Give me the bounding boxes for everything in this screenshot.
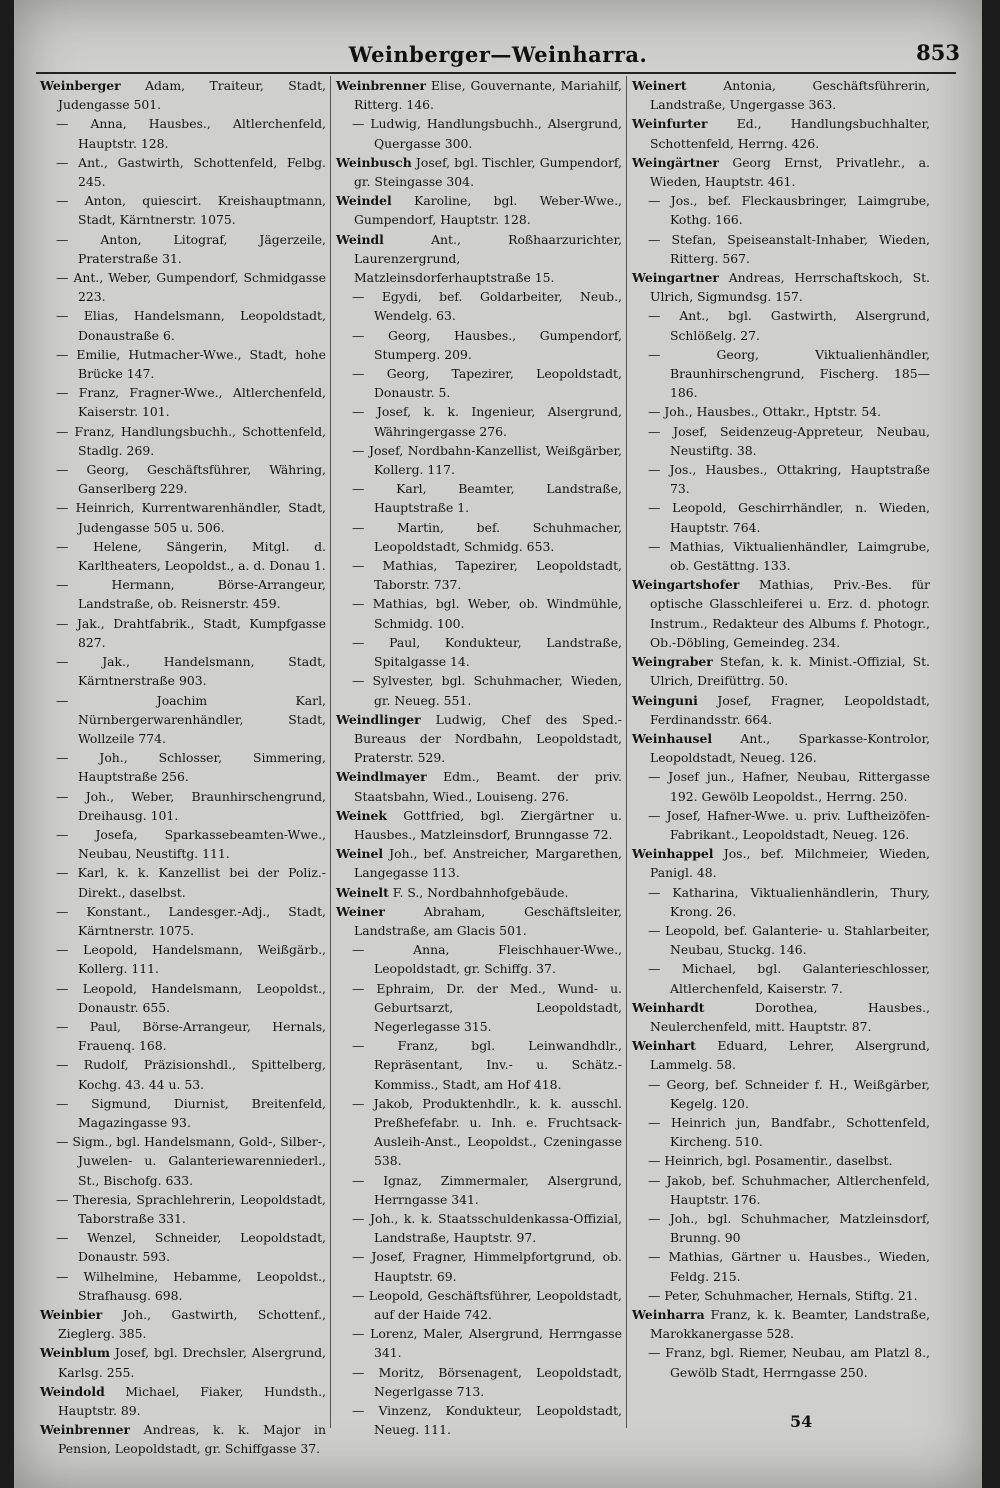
directory-sub-entry — [40, 345, 326, 383]
entry-text: Joachim Karl, Nürnbergerwarenhändler, Stadt, Wollzeile 774. — [78, 692, 326, 746]
entry-text: Anton, quiescirt. Kreishauptmann, Stadt, Kärntnerstr. 1075. — [78, 193, 326, 228]
directory-sub-entry — [632, 460, 930, 498]
directory-sub-entry — [40, 614, 326, 652]
directory-entry — [632, 268, 930, 306]
surname: Weinhart — [632, 1038, 696, 1054]
entry-text: Josef, bgl. Tischler, Gumpendorf, gr. Steingasse 304. — [354, 154, 622, 190]
entry-text: Hermann, Börse-Arrangeur, Landstraße, ob. Reisnerstr. 459. — [78, 577, 326, 612]
directory-sub-entry — [632, 1075, 930, 1113]
entry-text: Josef, bgl. Drechsler, Alsergrund, Karlsg. 255. — [58, 1345, 326, 1380]
entry-text: Sylvester, bgl. Schuhmacher, Wieden, gr. Neueg. 551. — [372, 673, 622, 708]
directory-sub-entry — [40, 748, 326, 786]
entry-text: Dorothea, Hausbes., Neulerchenfeld, mitt. Hauptstr. 87. — [650, 999, 930, 1034]
entry-text: Michael, Fiaker, Hundsth., Hauptstr. 89. — [58, 1383, 326, 1419]
entry-text: Ludwig, Handlungsbuchh., Alsergrund, Quergasse 300. — [370, 116, 622, 151]
entry-text: Georg, Hausbes., Gumpendorf, Stumperg. 209. — [374, 327, 622, 362]
entry-text: Josef, Seidenzeug-Appreteur, Neubau, Neustiftg. 38. — [670, 423, 930, 458]
directory-sub-entry — [40, 306, 326, 344]
entry-text: Gottfried, bgl. Ziergärtner u. Hausbes., Matzleinsdorf, Brunngasse 72. — [354, 807, 622, 842]
surname: Weinhausel — [632, 730, 713, 746]
entry-text: Mathias, bgl. Weber, ob. Windmühle, Schmidg. 100. — [372, 596, 622, 631]
directory-entry — [632, 1036, 930, 1074]
directory-sub-entry — [336, 518, 622, 556]
entry-text: Joh., bef. Anstreicher, Margarethen, Langegasse 113. — [354, 846, 622, 881]
surname: Weinert — [632, 78, 687, 93]
entry-text: Leopold, Geschirrhändler, n. Wieden, Hauptstr. 764. — [670, 500, 930, 535]
directory-sub-entry — [336, 1363, 622, 1401]
entry-text: Georg, Viktualienhändler, Braunhirschengrund, Fischerg. 185—186. — [670, 346, 930, 401]
directory-sub-entry — [40, 1055, 326, 1093]
directory-sub-entry — [336, 287, 622, 325]
surname: Weingartner — [632, 270, 719, 286]
surname: Weindel — [336, 193, 392, 209]
entry-text: Jakob, bef. Schuhmacher, Altlerchenfeld, Hauptstr. 176. — [666, 1172, 930, 1207]
directory-entry — [632, 575, 930, 652]
entry-text: Adam, Traiteur, Stadt, Judengasse 501. — [58, 78, 326, 113]
entry-text: Heinrich, Kurrentwarenhändler, Stadt, Judengasse 505 u. 506. — [75, 500, 326, 535]
entry-text: Sigm., bgl. Handelsmann, Gold-, Silber-, Juwelen- u. Galanteriewarenniederl., St., Bischofg. 633. — [72, 1134, 326, 1188]
directory-entry — [40, 1382, 326, 1420]
entry-text: Joh., Weber, Braunhirschengrund, Dreihausg. 101. — [78, 788, 326, 823]
entry-text: Ant., Weber, Gumpendorf, Schmidgasse 223. — [73, 270, 326, 305]
column-2 — [336, 76, 622, 1448]
directory-entry — [336, 883, 622, 902]
directory-entry — [632, 1305, 930, 1343]
running-header — [14, 40, 982, 74]
surname: Weinhappel — [632, 846, 714, 862]
directory-sub-entry — [40, 1190, 326, 1228]
entry-text: Paul, Börse-Arrangeur, Hernals, Frauenq. 168. — [78, 1018, 326, 1054]
directory-sub-entry — [632, 345, 930, 403]
directory-sub-entry — [336, 633, 622, 671]
entry-text: Andreas, k. k. Major in Pension, Leopoldstadt, gr. Schiffgasse 37. — [58, 1422, 326, 1457]
entry-text: Mathias, Priv.-Bes. für optische Glasschleiferei u. Erz. d. photogr. Instrum., Redakteur des Albums f. Photogr., Ob.-Döbling, Gemeindeg. 234. — [650, 577, 930, 650]
surname: Weinblum — [40, 1345, 110, 1361]
entry-text: F. S., Nordbahnhofgebäude. — [392, 884, 569, 900]
surname: Weinharra — [632, 1307, 705, 1322]
directory-entry — [40, 1305, 326, 1343]
directory-sub-entry — [40, 460, 326, 498]
directory-sub-entry — [632, 1171, 930, 1209]
directory-page — [14, 0, 982, 1488]
directory-entry — [336, 767, 622, 805]
entry-text: Mathias, Gärtner u. Hausbes., Wieden, Feldg. 215. — [668, 1249, 930, 1284]
directory-sub-entry — [336, 940, 622, 978]
entry-text: Emilie, Hutmacher-Wwe., Stadt, hohe Brücke 147. — [76, 346, 326, 382]
entry-text: Jos., Hausbes., Ottakring, Hauptstraße 73. — [669, 462, 930, 497]
entry-text: Ant., Sparkasse-Kontrolor, Leopoldstadt, Neueg. 126. — [650, 730, 930, 766]
entry-text: Josef, k. k. Ingenieur, Alsergrund, Währingergasse 276. — [374, 404, 622, 439]
entry-text: Moritz, Börsenagent, Leopoldstadt, Negerlgasse 713. — [374, 1364, 622, 1399]
directory-sub-entry — [632, 1151, 930, 1170]
entry-text: Mathias, Tapezirer, Leopoldstadt, Taborstr. 737. — [374, 558, 622, 593]
header-rule — [36, 72, 956, 74]
entry-text: Stefan, Speiseanstalt-Inhaber, Wieden, Ritterg. 567. — [670, 231, 930, 266]
directory-sub-entry — [336, 402, 622, 440]
surname: Weiner — [336, 903, 385, 919]
directory-sub-entry — [336, 1286, 622, 1324]
directory-sub-entry — [336, 1171, 622, 1209]
entry-text: Georg, bef. Schneider f. H., Weißgärber, Kegelg. 120. — [666, 1076, 930, 1111]
directory-sub-entry — [336, 114, 622, 152]
entry-text: Josefa, Sparkassebeamten-Wwe., Neubau, Neustiftg. 111. — [78, 826, 326, 862]
entry-text: Wilhelmine, Hebamme, Leopoldst., Strafhausg. 698. — [78, 1268, 326, 1303]
entry-text: Lorenz, Maler, Alsergrund, Herrngasse 341. — [370, 1326, 622, 1361]
entry-text: Ant., Gastwirth, Schottenfeld, Felbg. 245. — [78, 154, 326, 190]
entry-text: Joh., Schlosser, Simmering, Hauptstraße 256. — [78, 750, 326, 785]
entry-text: Jakob, Produktenhdlr., k. k. ausschl. Preßhefefabr. u. Inh. e. Fruchtsack-Ausleih-Anst., Leopoldst., Czeningasse 538. — [373, 1095, 622, 1169]
directory-sub-entry — [40, 1132, 326, 1190]
directory-sub-entry — [40, 979, 326, 1017]
entry-text: Franz, Handlungsbuchh., Schottenfeld, Stadlg. 269. — [74, 423, 326, 458]
directory-sub-entry — [40, 691, 326, 749]
entry-text: Joh., k. k. Staatsschuldenkassa-Offizial, Landstraße, Hauptstr. 97. — [370, 1210, 622, 1246]
entry-text: Joh., bgl. Schuhmacher, Matzleinsdorf, Brunng. 90 — [669, 1210, 930, 1246]
directory-sub-entry — [336, 1247, 622, 1285]
entry-text: Edm., Beamt. der priv. Staatsbahn, Wied., Louiseng. 276. — [354, 769, 622, 804]
directory-sub-entry — [632, 806, 930, 844]
entry-text: Anton, Litograf, Jägerzeile, Praterstraße 31. — [78, 231, 326, 266]
surname: Weingärtner — [632, 154, 719, 170]
entry-text: Jos., bef. Milchmeier, Wieden, Panigl. 48. — [650, 846, 930, 881]
entry-text: Leopold, bef. Galanterie- u. Stahlarbeiter, Neubau, Stuckg. 146. — [665, 922, 930, 958]
directory-entry — [40, 76, 326, 114]
directory-sub-entry — [632, 1343, 930, 1381]
entry-text: Josef, Fragner, Leopoldstadt, Ferdinandsstr. 664. — [650, 692, 930, 727]
column-3 — [632, 76, 930, 1448]
directory-sub-entry — [40, 537, 326, 575]
entry-text: Martin, bef. Schuhmacher, Leopoldstadt, Schmidg. 653. — [374, 519, 622, 554]
surname: Weinbrenner — [336, 78, 427, 93]
surname: Weinbusch — [336, 154, 412, 170]
entry-text: Andreas, Herrschaftskoch, St. Ulrich, Sigmundsg. 157. — [650, 270, 930, 305]
directory-sub-entry — [632, 230, 930, 268]
directory-entry — [336, 844, 622, 882]
directory-sub-entry — [40, 153, 326, 191]
entry-text: Heinrich, bgl. Posamentir., daselbst. — [664, 1153, 893, 1169]
directory-sub-entry — [632, 883, 930, 921]
header-title: Weinberger—Weinharra. — [348, 42, 648, 67]
directory-entry — [336, 902, 622, 940]
directory-sub-entry — [632, 306, 930, 344]
entry-text: Franz, k. k. Beamter, Landstraße, Marokkanergasse 528. — [650, 1307, 930, 1342]
directory-sub-entry — [336, 1209, 622, 1247]
directory-entry — [632, 652, 930, 690]
directory-sub-entry — [632, 959, 930, 997]
entry-text: Ed., Handlungsbuchhalter, Schottenfeld, Herrng. 426. — [650, 116, 930, 151]
directory-sub-entry — [632, 402, 930, 421]
entry-text: Konstant., Landesger.-Adj., Stadt, Kärntnerstr. 1075. — [78, 903, 326, 938]
directory-sub-entry — [336, 594, 622, 632]
entry-text: Anna, Hausbes., Altlerchenfeld, Hauptstr. 128. — [78, 116, 326, 151]
surname: Weinfurter — [632, 116, 708, 132]
entry-text: Josef, Nordbahn-Kanzellist, Weißgärber, Kollerg. 117. — [369, 442, 622, 478]
entry-text: Abraham, Geschäftsleiter, Landstraße, am Glacis 501. — [354, 903, 622, 938]
entry-text: Rudolf, Präzisionshdl., Spittelberg, Kochg. 43. 44 u. 53. — [78, 1057, 326, 1092]
directory-sub-entry — [632, 921, 930, 959]
directory-entry — [632, 844, 930, 882]
surname: Weinek — [336, 807, 387, 823]
entry-text: Jak., Handelsmann, Stadt, Kärntnerstraße 903. — [78, 654, 326, 689]
entry-text: Sigmund, Diurnist, Breitenfeld, Magazingasse 93. — [78, 1095, 326, 1130]
surname: Weinbier — [40, 1307, 103, 1322]
directory-entry — [336, 191, 622, 229]
entry-text: Theresia, Sprachlehrerin, Leopoldstadt, Taborstraße 331. — [73, 1191, 326, 1226]
directory-sub-entry — [336, 479, 622, 517]
entry-text: Georg, Geschäftsführer, Währing, Ganserlberg 229. — [78, 462, 326, 497]
directory-sub-entry — [40, 1017, 326, 1055]
directory-sub-entry — [40, 863, 326, 901]
directory-sub-entry — [632, 1209, 930, 1247]
column-divider — [330, 76, 331, 1428]
entry-text: Elise, Gouvernante, Mariahilf, Ritterg. 146. — [354, 78, 622, 113]
entry-text: Mathias, Viktualienhändler, Laimgrube, ob. Gestättng. 133. — [669, 538, 930, 574]
directory-sub-entry — [336, 671, 622, 709]
directory-sub-entry — [40, 191, 326, 229]
entry-text: Paul, Kondukteur, Landstraße, Spitalgasse 14. — [374, 634, 622, 670]
directory-entry — [40, 1420, 326, 1458]
directory-sub-entry — [40, 230, 326, 268]
directory-entry — [40, 1343, 326, 1381]
entry-text: Antonia, Geschäftsführerin, Landstraße, Ungergasse 363. — [650, 78, 930, 113]
entry-text: Leopold, Handelsmann, Weißgärb., Kollerg. 111. — [78, 942, 326, 977]
entry-text: Josef, Fragner, Himmelpfortgrund, ob. Hauptstr. 69. — [371, 1249, 622, 1284]
directory-sub-entry — [632, 1113, 930, 1151]
directory-entry — [336, 710, 622, 768]
surname: Weinguni — [632, 692, 698, 708]
surname: Weinbrenner — [40, 1422, 131, 1438]
surname: Weinelt — [336, 884, 389, 900]
entry-text: Joh., Gastwirth, Schottenf., Zieglerg. 385. — [58, 1307, 326, 1342]
entry-text: Georg Ernst, Privatlehr., a. Wieden, Hauptstr. 461. — [650, 154, 930, 190]
directory-sub-entry — [40, 825, 326, 863]
directory-entry — [632, 153, 930, 191]
entry-text: Ant., Roßhaarzurichter, Laurenzergrund, Matzleinsdorferhauptstraße 15. — [354, 231, 622, 286]
directory-entry — [632, 114, 930, 152]
entry-text: Helene, Sängerin, Mitgl. d. Karltheaters, Leopoldst., a. d. Donau 1. — [78, 538, 326, 574]
entry-text: Michael, bgl. Galanterieschlosser, Altlerchenfeld, Kaiserstr. 7. — [670, 961, 930, 996]
directory-sub-entry — [40, 114, 326, 152]
entry-text: Ephraim, Dr. der Med., Wund- u. Geburtsarzt, Leopoldstadt, Negerlegasse 315. — [374, 980, 622, 1034]
directory-entry — [632, 691, 930, 729]
surname: Weinel — [336, 846, 384, 862]
entry-text: Leopold, Handelsmann, Leopoldst., Donaustr. 655. — [78, 980, 326, 1015]
directory-entry — [632, 729, 930, 767]
directory-sub-entry — [40, 652, 326, 690]
directory-sub-entry — [40, 383, 326, 421]
directory-entry — [336, 76, 622, 114]
entry-text: Franz, Fragner-Wwe., Altlerchenfeld, Kaiserstr. 101. — [78, 385, 326, 420]
directory-sub-entry — [336, 979, 622, 1037]
surname: Weindold — [40, 1383, 105, 1399]
entry-text: Franz, bgl. Riemer, Neubau, am Platzl 8., Gewölb Stadt, Herrngasse 250. — [665, 1345, 930, 1380]
entry-text: Wenzel, Schneider, Leopoldstadt, Donaustr. 593. — [78, 1230, 326, 1265]
entry-text: Karl, k. k. Kanzellist bei der Poliz.-Direkt., daselbst. — [77, 865, 326, 900]
directory-sub-entry — [40, 940, 326, 978]
directory-sub-entry — [336, 441, 622, 479]
surname: Weinberger — [40, 78, 121, 93]
directory-sub-entry — [40, 1267, 326, 1305]
directory-entry — [336, 806, 622, 844]
directory-sub-entry — [40, 1228, 326, 1266]
directory-sub-entry — [40, 1094, 326, 1132]
directory-sub-entry — [40, 498, 326, 536]
directory-sub-entry — [40, 902, 326, 940]
directory-sub-entry — [336, 326, 622, 364]
entry-text: Egydi, bef. Goldarbeiter, Neub., Wendelg. 63. — [374, 289, 622, 324]
entry-text: Elias, Handelsmann, Leopoldstadt, Donaustraße 6. — [78, 308, 326, 343]
directory-sub-entry — [40, 575, 326, 613]
directory-entry — [336, 230, 622, 288]
directory-sub-entry — [336, 364, 622, 402]
column-divider — [626, 76, 627, 1428]
directory-sub-entry — [632, 191, 930, 229]
entry-text: Vinzenz, Kondukteur, Leopoldstadt, Neueg. 111. — [374, 1403, 622, 1438]
directory-sub-entry — [632, 1247, 930, 1285]
page-number: 853 — [916, 40, 960, 65]
directory-sub-entry — [336, 1094, 622, 1171]
directory-sub-entry — [632, 767, 930, 805]
entry-text: Peter, Schuhmacher, Hernals, Stiftg. 21. — [664, 1287, 918, 1303]
directory-entry — [336, 153, 622, 191]
directory-sub-entry — [632, 498, 930, 536]
surname: Weingartshofer — [632, 577, 740, 593]
entry-text: Josef jun., Hafner, Neubau, Rittergasse 192. Gewölb Leopoldst., Herrng. 250. — [668, 769, 930, 804]
column-1 — [40, 76, 326, 1457]
directory-sub-entry — [40, 787, 326, 825]
directory-sub-entry — [40, 422, 326, 460]
surname: Weingraber — [632, 654, 713, 670]
entry-text: Joh., Hausbes., Ottakr., Hptstr. 54. — [664, 404, 882, 420]
entry-text: Jak., Drahtfabrik., Stadt, Kumpfgasse 827. — [76, 615, 326, 650]
entry-text: Ant., bgl. Gastwirth, Alsergrund, Schlößelg. 27. — [670, 308, 930, 343]
directory-sub-entry — [40, 268, 326, 306]
entry-text: Georg, Tapezirer, Leopoldstadt, Donaustr. 5. — [374, 366, 622, 401]
signature-mark: 54 — [790, 1412, 813, 1431]
entry-text: Josef, Hafner-Wwe. u. priv. Luftheizöfen-Fabrikant., Leopoldstadt, Neueg. 126. — [666, 807, 930, 842]
entry-text: Karoline, bgl. Weber-Wwe., Gumpendorf, Hauptstr. 128. — [354, 193, 622, 228]
entry-text: Eduard, Lehrer, Alsergrund, Lammelg. 58. — [650, 1038, 930, 1073]
directory-sub-entry — [632, 1286, 930, 1305]
entry-text: Ignaz, Zimmermaler, Alsergrund, Herrngasse 341. — [374, 1172, 622, 1207]
directory-sub-entry — [336, 1401, 622, 1439]
surname: Weinhardt — [632, 999, 705, 1015]
entry-text: Jos., bef. Fleckausbringer, Laimgrube, Kothg. 166. — [670, 193, 930, 228]
directory-sub-entry — [336, 556, 622, 594]
surname: Weindlmayer — [336, 769, 427, 785]
directory-sub-entry — [632, 422, 930, 460]
surname: Weindlinger — [336, 711, 421, 727]
entry-text: Heinrich jun, Bandfabr., Schottenfeld, Kircheng. 510. — [670, 1114, 930, 1150]
entry-text: Leopold, Geschäftsführer, Leopoldstadt, auf der Haide 742. — [368, 1287, 622, 1322]
entry-text: Ludwig, Chef des Sped.-Bureaus der Nordbahn, Leopoldstadt, Praterstr. 529. — [354, 711, 622, 766]
surname: Weindl — [336, 231, 384, 247]
directory-sub-entry — [336, 1324, 622, 1362]
directory-sub-entry — [336, 1036, 622, 1094]
directory-entry — [632, 76, 930, 114]
entry-text: Katharina, Viktualienhändlerin, Thury, Krong. 26. — [670, 884, 930, 919]
entry-text: Karl, Beamter, Landstraße, Hauptstraße 1. — [374, 481, 622, 516]
directory-entry — [632, 998, 930, 1036]
directory-sub-entry — [632, 537, 930, 575]
entry-text: Stefan, k. k. Minist.-Offizial, St. Ulrich, Dreifüttrg. 50. — [650, 654, 930, 689]
entry-text: Anna, Fleischhauer-Wwe., Leopoldstadt, gr. Schiffg. 37. — [374, 942, 622, 977]
entry-text: Franz, bgl. Leinwandhdlr., Repräsentant, Inv.- u. Schätz.-Kommiss., Stadt, am Hof 418. — [374, 1038, 622, 1092]
